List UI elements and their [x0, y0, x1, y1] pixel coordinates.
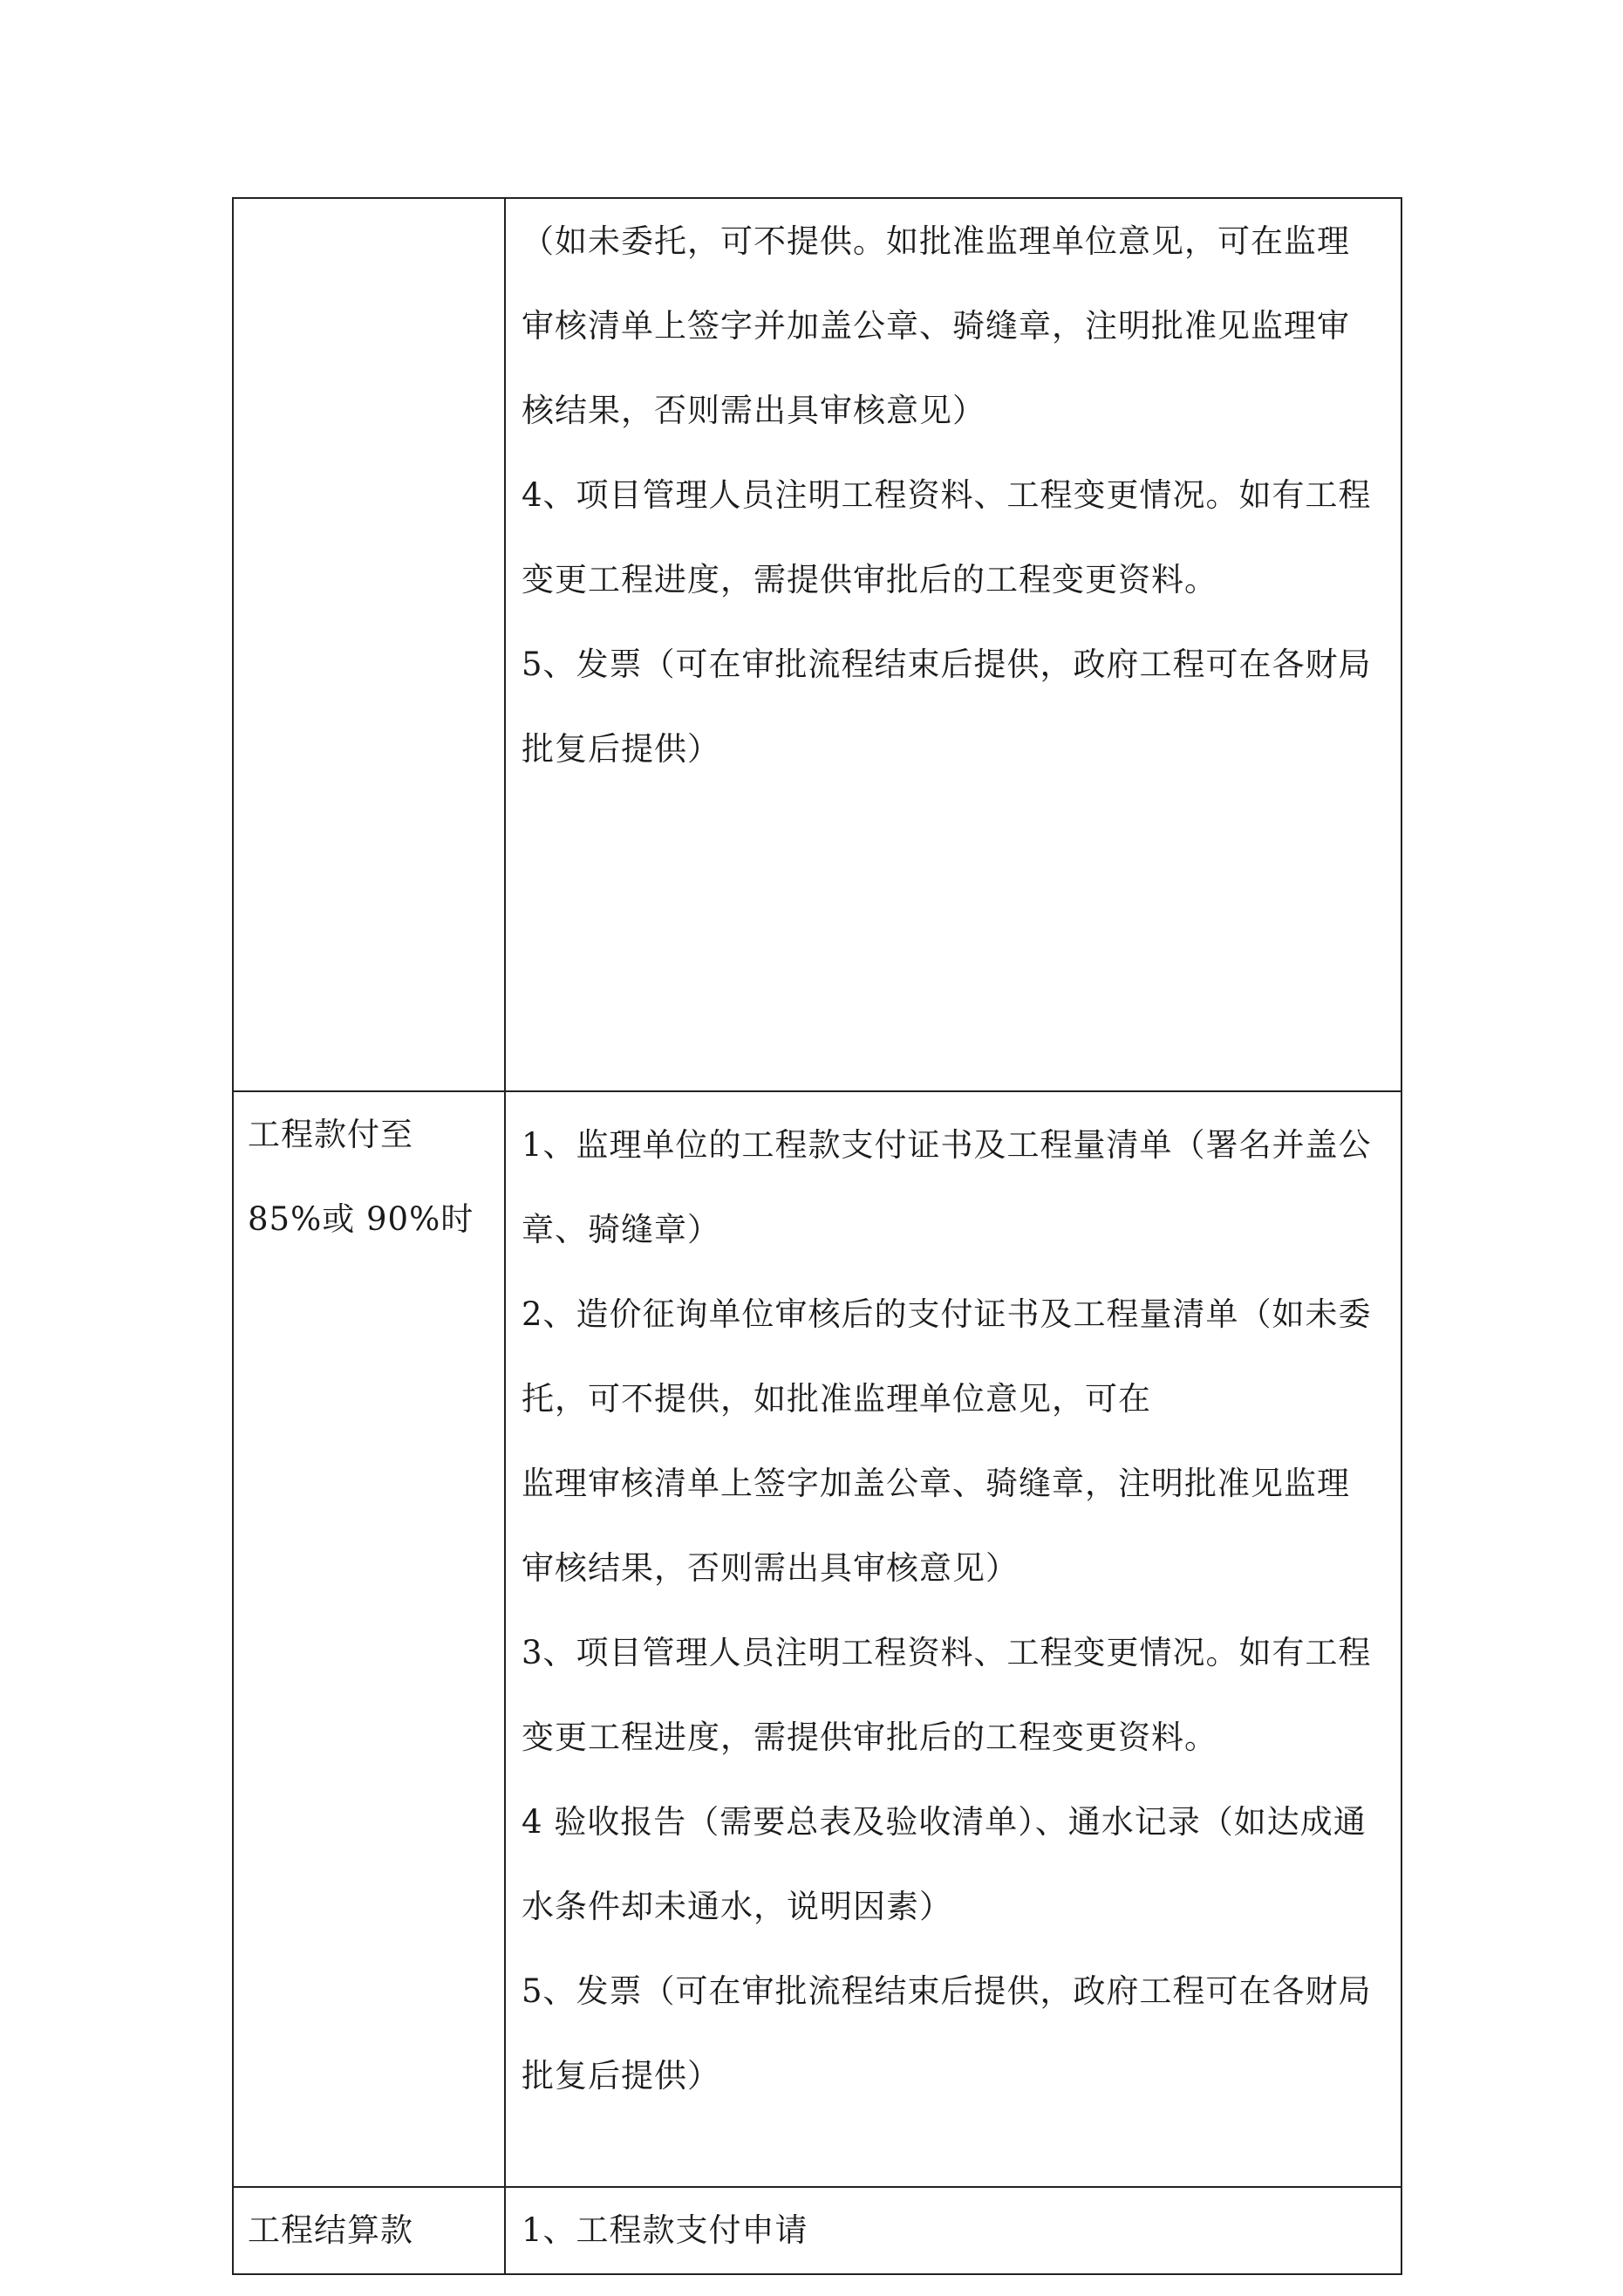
- requirement-cell: [505, 1091, 1401, 2187]
- requirement-line: 1、工程款支付申请: [522, 2211, 808, 2249]
- requirement-line: 4、项目管理人员注明工程资料、工程变更情况。如有工程: [522, 476, 1372, 514]
- requirement-line: 审核结果，否则需出具审核意见）: [522, 1549, 1019, 1587]
- requirement-line: 1、监理单位的工程款支付证书及工程量清单（署名并盖公: [522, 1126, 1372, 1164]
- requirement-line: 4 验收报告（需要总表及验收清单）、通水记录（如达成通: [522, 1803, 1367, 1841]
- item-cell: [233, 198, 505, 1091]
- requirement-line: 3、项目管理人员注明工程资料、工程变更情况。如有工程: [522, 1634, 1372, 1671]
- item-cell: [233, 1091, 505, 2187]
- requirement-line: 5、发票（可在审批流程结束后提供，政府工程可在各财局: [522, 646, 1372, 683]
- table-row: [233, 1091, 1401, 2187]
- requirement-cell: [505, 2187, 1401, 2274]
- requirement-line: 核结果，否则需出具审核意见）: [522, 392, 985, 429]
- requirement-cell-text: [506, 199, 1401, 791]
- requirement-line: 变更工程进度，需提供审批后的工程变更资料。: [522, 1719, 1217, 1756]
- requirement-line: 5、发票（可在审批流程结束后提供，政府工程可在各财局: [522, 1972, 1372, 2010]
- requirement-line: 监理审核清单上签字加盖公章、骑缝章，注明批准见监理: [522, 1465, 1350, 1502]
- requirement-line: 批复后提供）: [522, 2057, 720, 2094]
- table-row: [233, 198, 1401, 1091]
- item-cell: [233, 2187, 505, 2274]
- requirement-line: 水条件却未通水，说明因素）: [522, 1888, 952, 1925]
- item-label-line: 85%或 90%时: [248, 1200, 474, 1238]
- requirement-line: 批复后提供）: [522, 730, 720, 768]
- requirement-cell-text: [506, 2188, 1401, 2272]
- requirement-line: 审核清单上签字并加盖公章、骑缝章，注明批准见监理审: [522, 307, 1350, 345]
- requirement-line: 2、造价征询单位审核后的支付证书及工程量清单（如未委: [522, 1295, 1372, 1333]
- item-label-line: 工程款付至: [248, 1116, 413, 1153]
- requirement-cell-text: [506, 1092, 1401, 2118]
- requirements-table: [232, 197, 1402, 2275]
- item-cell-text: [234, 1092, 504, 1261]
- requirement-line: 托，可不提供，如批准监理单位意见，可在: [522, 1380, 1151, 1418]
- requirement-line: 变更工程进度，需提供审批后的工程变更资料。: [522, 561, 1217, 598]
- table-row: [233, 2187, 1401, 2274]
- requirement-line: 章、骑缝章）: [522, 1211, 720, 1248]
- item-cell-text: [234, 2188, 504, 2272]
- requirement-line: （如未委托，可不提供。如批准监理单位意见，可在监理: [522, 222, 1350, 260]
- requirement-cell: [505, 198, 1401, 1091]
- item-label-line: 工程结算款: [248, 2211, 413, 2249]
